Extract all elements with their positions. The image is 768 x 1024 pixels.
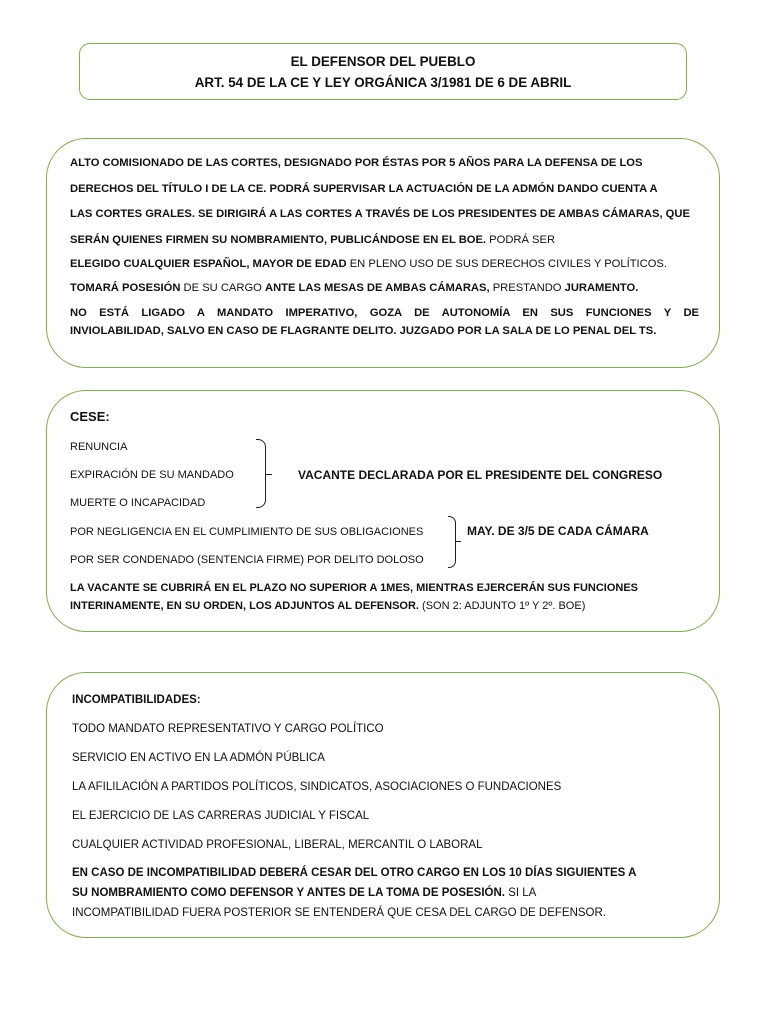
- cese-vacante-presidente: VACANTE DECLARADA POR EL PRESIDENTE DEL CONGRESO: [298, 468, 663, 482]
- intro-line-5-bold: ELEGIDO CUALQUIER ESPAÑOL, MAYOR DE EDAD: [70, 258, 350, 270]
- incompat-heading: INCOMPATIBILIDADES:: [72, 694, 201, 706]
- intro-line-3: LAS CORTES GRALES. SE DIRIGIRÁ A LAS CORTES A TRAVÉS DE LOS PRESIDENTES DE AMBAS CÁMARAS, QUE: [70, 208, 690, 220]
- incompat-footer-3: INCOMPATIBILIDAD FUERA POSTERIOR SE ENTENDERÁ QUE CESA DEL CARGO DE DEFENSOR.: [72, 907, 606, 919]
- incompat-footer-1: EN CASO DE INCOMPATIBILIDAD DEBERÁ CESAR DEL OTRO CARGO EN LOS 10 DÍAS SIGUIENTES A: [72, 867, 637, 879]
- incompat-item-1: TODO MANDATO REPRESENTATIVO Y CARGO POLÍTICO: [72, 723, 384, 735]
- cese-vacante-line-1: [70, 582, 638, 594]
- intro-line-8: INVIOLABILIDAD, SALVO EN CASO DE FLAGRANTE DELITO. JUZGADO POR LA SALA DE LO PENAL DEL TS.: [70, 325, 657, 337]
- incompat-footer-2-bold: SU NOMBRAMIENTO COMO DEFENSOR Y ANTES DE LA TOMA DE POSESIÓN.: [72, 887, 505, 899]
- cese-vacante-line-2: [70, 600, 585, 612]
- intro-line-5-normal: EN PLENO USO DE SUS DERECHOS CIVILES Y POLÍTICOS.: [349, 258, 667, 270]
- page-subtitle: ART. 54 DE LA CE Y LEY ORGÁNICA 3/1981 DE 6 DE ABRIL: [194, 75, 572, 90]
- cese-vacante-1b: NO SUPERIOR A 1MES,: [289, 582, 417, 594]
- incompat-item-4: EL EJERCICIO DE LAS CARRERAS JUDICIAL Y FISCAL: [72, 810, 370, 822]
- cese-condenado: POR SER CONDENADO (SENTENCIA FIRME) POR DELITO DOLOSO: [70, 554, 424, 566]
- cese-box: [46, 390, 720, 632]
- intro-line-7: NO ESTÁ LIGADO A MANDATO IMPERATIVO, GOZA DE AUTONOMÍA EN SUS FUNCIONES Y DE: [70, 307, 699, 319]
- incompat-footer-2: [72, 887, 536, 899]
- cese-expiracion: EXPIRACIÓN DE SU MANDADO: [70, 469, 234, 481]
- cese-heading: CESE:: [70, 409, 110, 424]
- intro-line-1: ALTO COMISIONADO DE LAS CORTES, DESIGNADO POR ÉSTAS POR 5 AÑOS PARA LA DEFENSA DE LOS: [70, 157, 643, 169]
- page-title: EL DEFENSOR DEL PUEBLO: [290, 54, 476, 69]
- brace-2-tip: [456, 541, 461, 542]
- cese-vacante-2b: (SON 2: ADJUNTO 1º Y 2º. BOE): [422, 600, 586, 612]
- intro-line-6-part-e: JURAMENTO.: [564, 282, 639, 294]
- intro-line-5: [70, 258, 699, 270]
- intro-line-6-part-c: ANTE LAS MESAS DE AMBAS CÁMARAS,: [264, 282, 493, 294]
- cese-muerte: MUERTE O INCAPACIDAD: [70, 497, 206, 509]
- brace-1-tip: [266, 474, 272, 475]
- incompat-item-3: LA AFILILACIÓN A PARTIDOS POLÍTICOS, SINDICATOS, ASOCIACIONES O FUNDACIONES: [72, 781, 562, 793]
- incompat-item-5: CUALQUIER ACTIVIDAD PROFESIONAL, LIBERAL, MERCANTIL O LABORAL: [72, 839, 483, 851]
- cese-vacante-2a: INTERINAMENTE, EN SU ORDEN, LOS ADJUNTOS AL DEFENSOR.: [70, 600, 423, 612]
- intro-line-4-bold: SERÁN QUIENES FIRMEN SU NOMBRAMIENTO, PUBLICÁNDOSE EN EL BOE.: [70, 234, 490, 246]
- intro-line-4: [70, 234, 699, 246]
- intro-line-6: [70, 282, 699, 294]
- incompat-footer-2-normal: SI LA: [505, 887, 537, 899]
- cese-negligencia: POR NEGLIGENCIA EN EL CUMPLIMIENTO DE SUS OBLIGACIONES: [70, 526, 424, 538]
- incompat-item-2: SERVICIO EN ACTIVO EN LA ADMÓN PÚBLICA: [72, 752, 325, 764]
- intro-line-4-normal: PODRÁ SER: [489, 234, 556, 246]
- title-box: [79, 43, 687, 100]
- cese-mayoria: MAY. DE 3/5 DE CADA CÁMARA: [467, 524, 649, 538]
- brace-2: [448, 516, 456, 568]
- cese-renuncia: RENUNCIA: [70, 441, 128, 453]
- cese-vacante-1c: MIENTRAS EJERCERÁN SUS FUNCIONES: [416, 582, 638, 594]
- brace-1: [256, 439, 266, 508]
- intro-line-6-part-d: PRESTANDO: [492, 282, 565, 294]
- intro-line-6-part-b: DE SU CARGO: [183, 282, 265, 294]
- intro-line-6-part-a: TOMARÁ POSESIÓN: [70, 282, 184, 294]
- cese-vacante-1a: LA VACANTE SE CUBRIRÁ EN EL PLAZO: [70, 582, 290, 594]
- intro-line-2: DERECHOS DEL TÍTULO I DE LA CE. PODRÁ SUPERVISAR LA ACTUACIÓN DE LA ADMÓN DANDO CUENTA A: [70, 183, 658, 195]
